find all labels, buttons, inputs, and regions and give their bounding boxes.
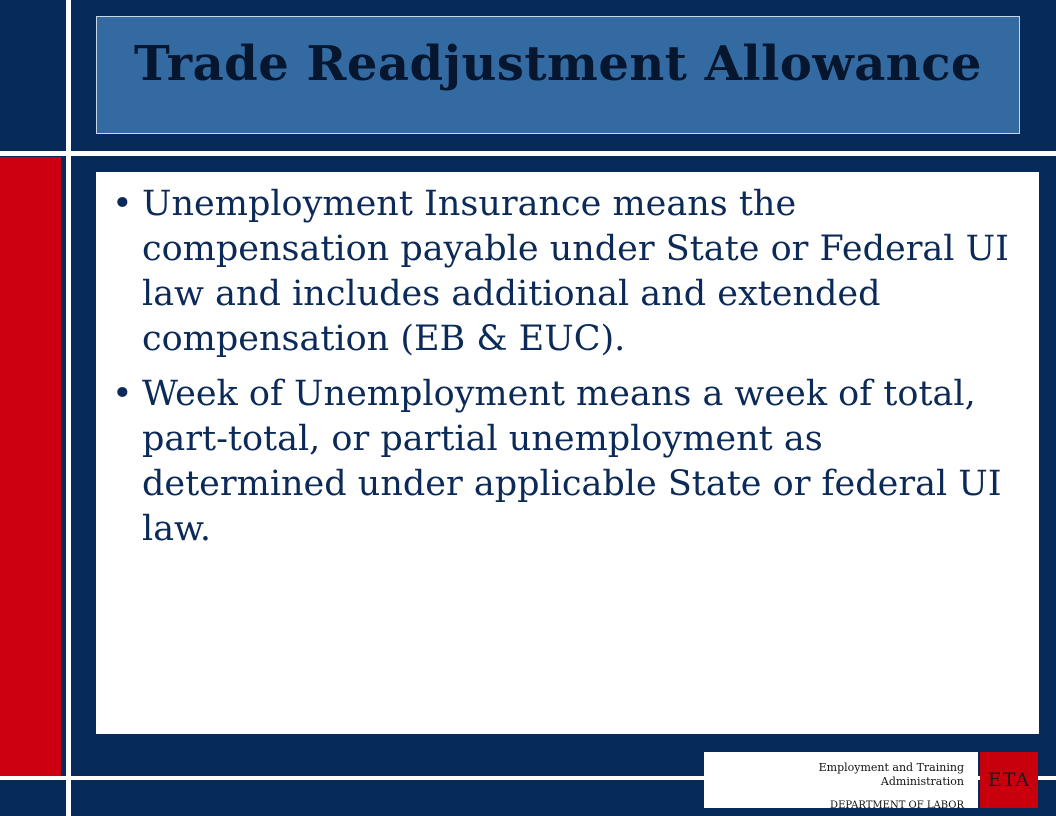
bullet-text: Week of Unemployment means a week of total, part-total, or partial unemployment as determined under applicable State or federal UI law. xyxy=(142,374,1002,549)
bullet-item-week-definition xyxy=(112,372,1032,552)
slide-title: Trade Readjustment Allowance xyxy=(134,36,982,92)
vertical-divider-line xyxy=(66,0,71,816)
footer-department: DEPARTMENT OF LABOR xyxy=(830,800,964,811)
bullet-text: Unemployment Insurance means the compensation payable under State or Federal UI law and includes additional and extended compensation (EB & EUC). xyxy=(142,184,1009,359)
bullet-item-ui-definition xyxy=(112,182,1032,362)
footer-org-line2: Administration xyxy=(880,775,964,788)
eta-logo-badge: ETA xyxy=(980,752,1038,808)
bullet-list xyxy=(112,182,1032,562)
bullet-dot-icon: • xyxy=(112,184,133,224)
left-red-accent-bar xyxy=(0,157,61,777)
bullet-dot-icon: • xyxy=(112,374,133,414)
footer-organization xyxy=(712,761,964,789)
top-divider-line xyxy=(0,151,1056,156)
footer-org-line1: Employment and Training xyxy=(818,761,964,774)
